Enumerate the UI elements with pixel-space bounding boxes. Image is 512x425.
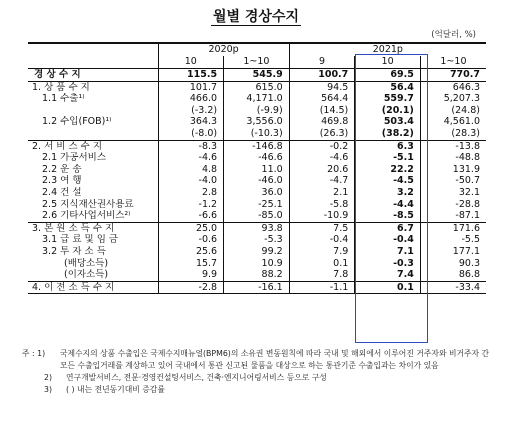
cell-value: -0.2	[289, 140, 355, 152]
page-title: 월별 경상수지	[212, 9, 300, 25]
balance-table	[28, 42, 486, 294]
cell-value: 36.0	[224, 187, 290, 199]
cell-value: -8.5	[355, 210, 421, 222]
cell-value: 0.1	[289, 258, 355, 270]
cell-value: -0.3	[355, 258, 421, 270]
cell-value: -5.3	[224, 234, 290, 246]
row-label: 2.5 지식재산권사용료	[42, 198, 134, 210]
row-label: 3.1 급 료 및 임 금	[42, 234, 119, 246]
table-row	[28, 269, 486, 281]
cell-value: 4.8	[158, 164, 224, 176]
row-label: 경 상 수 지	[28, 69, 158, 82]
table-row	[28, 128, 486, 140]
cell-value: -4.4	[355, 199, 421, 211]
cell-value: 7.1	[355, 246, 421, 258]
cell-value: -5.8	[289, 199, 355, 211]
cell-value: 9.9	[158, 269, 224, 281]
unit-label: (억달러, %)	[431, 30, 476, 40]
cell-value: 94.5	[289, 81, 355, 93]
row-label: 2.1 가공서비스	[42, 152, 107, 164]
cell-value: 615.0	[224, 81, 290, 93]
cell-value: 177.1	[420, 246, 486, 258]
table-row	[28, 69, 486, 82]
row-label	[28, 105, 158, 117]
cell-value: -2.8	[158, 281, 224, 294]
row-label: 1.1 수출¹⁾	[42, 93, 85, 105]
table-row	[28, 281, 486, 294]
cell-value: 25.0	[158, 222, 224, 234]
footnote: 2) 연구개발서비스, 전문·경영컨설팅서비스, 건축·엔지니어링서비스 등으로 구성	[44, 373, 327, 382]
cell-value: (26.3)	[289, 128, 355, 140]
cell-value: -0.4	[355, 234, 421, 246]
cell-value: 93.8	[224, 222, 290, 234]
cell-value: 7.5	[289, 222, 355, 234]
table-row	[28, 187, 486, 199]
cell-value: 11.0	[224, 164, 290, 176]
cell-value: 115.5	[158, 69, 224, 82]
col-header: 10	[355, 56, 421, 69]
cell-value: -25.1	[224, 199, 290, 211]
cell-value: 3.2	[355, 187, 421, 199]
cell-value: 646.3	[420, 81, 486, 93]
cell-value: 364.3	[158, 116, 224, 128]
table-row	[28, 258, 486, 270]
cell-value: 466.0	[158, 93, 224, 105]
table-row	[28, 140, 486, 152]
table-row	[28, 210, 486, 222]
cell-value: 171.6	[420, 222, 486, 234]
cell-value: 2.8	[158, 187, 224, 199]
table-row	[28, 81, 486, 93]
cell-value: -4.0	[158, 175, 224, 187]
cell-value: (14.5)	[289, 105, 355, 117]
cell-value: 503.4	[355, 116, 421, 128]
cell-value: -5.5	[420, 234, 486, 246]
cell-value: 131.9	[420, 164, 486, 176]
cell-value: -16.1	[224, 281, 290, 294]
row-label: 3.2 투 자 소 득	[42, 245, 106, 257]
cell-value: -46.0	[224, 175, 290, 187]
cell-value: -4.7	[289, 175, 355, 187]
cell-value: (38.2)	[355, 128, 421, 140]
cell-value: -85.0	[224, 210, 290, 222]
table-row	[28, 175, 486, 187]
row-label: 2.6 기타사업서비스²⁾	[42, 210, 131, 222]
cell-value: 3,556.0	[224, 116, 290, 128]
cell-value: 69.5	[355, 69, 421, 82]
header-row-months	[28, 56, 486, 69]
cell-value: 56.4	[355, 81, 421, 93]
cell-value: (24.8)	[420, 105, 486, 117]
cell-value: 6.7	[355, 222, 421, 234]
cell-value: (-10.3)	[224, 128, 290, 140]
row-label: 2.2 운 송	[42, 163, 82, 175]
cell-value: (28.3)	[420, 128, 486, 140]
col-header: 9	[289, 56, 355, 69]
row-label: 1. 상 품 수 지	[28, 81, 158, 93]
cell-value: 7.9	[289, 246, 355, 258]
cell-value: -13.8	[420, 140, 486, 152]
cell-value: -50.7	[420, 175, 486, 187]
cell-value: -46.6	[224, 152, 290, 164]
cell-value: 4,171.0	[224, 93, 290, 105]
cell-value: 32.1	[420, 187, 486, 199]
cell-value: 15.7	[158, 258, 224, 270]
cell-value: 86.8	[420, 269, 486, 281]
row-label: 1.2 수입(FOB)¹⁾	[42, 116, 112, 128]
cell-value: -6.6	[158, 210, 224, 222]
cell-value: 20.6	[289, 164, 355, 176]
cell-value: (-9.9)	[224, 105, 290, 117]
cell-value: (-3.2)	[158, 105, 224, 117]
cell-value: -5.1	[355, 152, 421, 164]
cell-value: 100.7	[289, 69, 355, 82]
cell-value: -48.8	[420, 152, 486, 164]
cell-value: -4.6	[158, 152, 224, 164]
cell-value: -4.5	[355, 175, 421, 187]
cell-value: 6.3	[355, 140, 421, 152]
cell-value: 2.1	[289, 187, 355, 199]
header-2020: 2020p	[158, 43, 289, 56]
row-label	[28, 128, 158, 140]
table-row	[28, 199, 486, 211]
cell-value: 0.1	[355, 281, 421, 294]
col-header: 1~10	[224, 56, 290, 69]
cell-value: 101.7	[158, 81, 224, 93]
cell-value: -28.8	[420, 199, 486, 211]
table-row	[28, 105, 486, 117]
row-label: 2.4 건 설	[42, 186, 82, 198]
cell-value: -146.8	[224, 140, 290, 152]
cell-value: -10.9	[289, 210, 355, 222]
cell-value: -87.1	[420, 210, 486, 222]
col-header: 1~10	[420, 56, 486, 69]
footnote: 주 : 1) 국제수지의 상품 수출입은 국제수지매뉴얼(BPM6)의 소유권 변동원칙에 따라 국내 및 해외에서 이루어진 거주자와 비거주자 간 모든 수출입거래를 계상하고 있어 국내에서 통관 신고된 물품을 대상으로 하는 통관기준 수출입과는 차이가 있음	[22, 349, 490, 370]
cell-value: 7.8	[289, 269, 355, 281]
cell-value: -4.6	[289, 152, 355, 164]
cell-value: 90.3	[420, 258, 486, 270]
row-label: 2.3 여 행	[42, 175, 82, 187]
header-row-years	[28, 43, 486, 56]
cell-value: 559.7	[355, 93, 421, 105]
header-blank	[28, 43, 158, 56]
table-row	[28, 222, 486, 234]
cell-value: (-8.0)	[158, 128, 224, 140]
row-label: (배당소득)	[64, 257, 109, 269]
table-row	[28, 116, 486, 128]
row-label: 3. 본 원 소 득 수 지	[28, 222, 158, 234]
cell-value: 545.9	[224, 69, 290, 82]
row-label: 2. 서 비 스 수 지	[28, 140, 158, 152]
cell-value: (20.1)	[355, 105, 421, 117]
header-2021: 2021p	[289, 43, 486, 56]
cell-value: 770.7	[420, 69, 486, 82]
cell-value: -33.4	[420, 281, 486, 294]
col-header: 10	[158, 56, 224, 69]
cell-value: -0.6	[158, 234, 224, 246]
cell-value: 469.8	[289, 116, 355, 128]
table-row	[28, 164, 486, 176]
cell-value: 7.4	[355, 269, 421, 281]
cell-value: -0.4	[289, 234, 355, 246]
cell-value: 25.6	[158, 246, 224, 258]
row-label: 4. 이 전 소 득 수 지	[28, 281, 158, 294]
cell-value: 10.9	[224, 258, 290, 270]
footnote: 3) ( ) 내는 전년동기대비 증감률	[44, 385, 165, 394]
cell-value: 99.2	[224, 246, 290, 258]
table-row	[28, 246, 486, 258]
footnotes	[22, 348, 492, 396]
cell-value: -8.3	[158, 140, 224, 152]
cell-value: 88.2	[224, 269, 290, 281]
table-row	[28, 152, 486, 164]
cell-value: 4,561.0	[420, 116, 486, 128]
cell-value: 22.2	[355, 164, 421, 176]
cell-value: -1.1	[289, 281, 355, 294]
cell-value: 564.4	[289, 93, 355, 105]
table-row	[28, 93, 486, 105]
row-label: (이자소득)	[64, 269, 109, 281]
cell-value: -1.2	[158, 199, 224, 211]
table-row	[28, 234, 486, 246]
cell-value: 5,207.3	[420, 93, 486, 105]
